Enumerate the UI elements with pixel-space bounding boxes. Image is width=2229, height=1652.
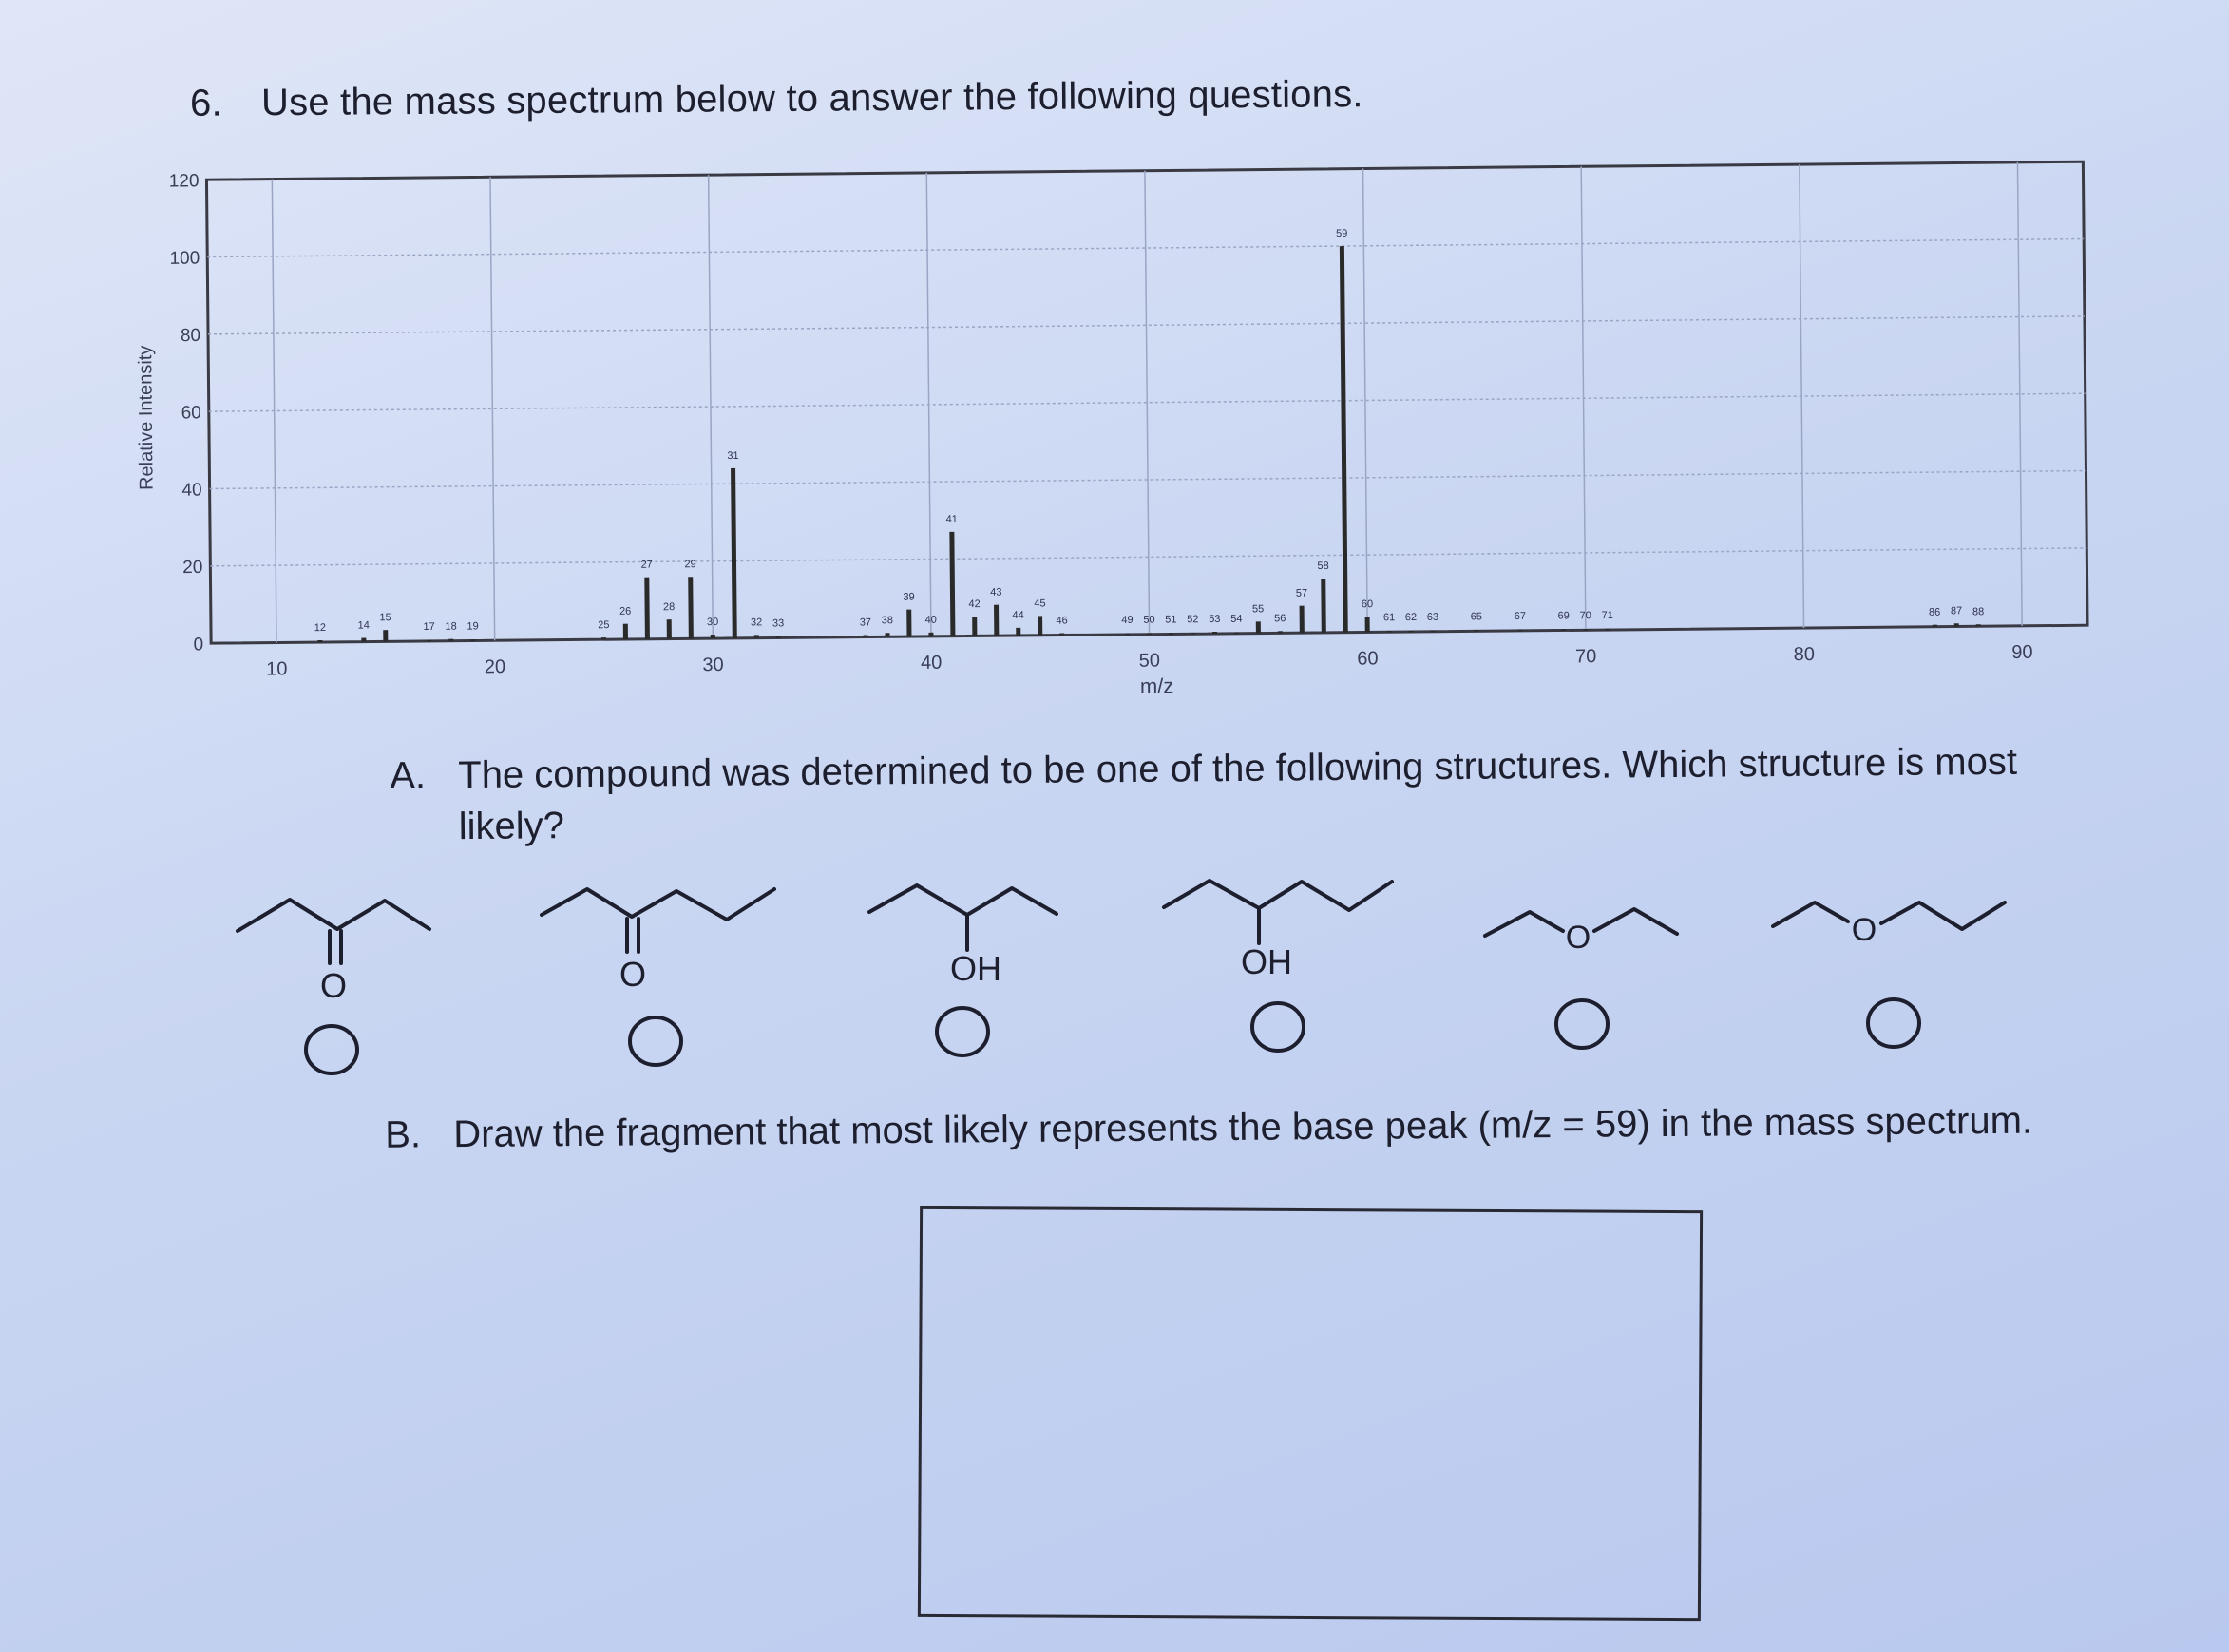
peak-bar-12 [317,640,322,642]
option-1-radio[interactable] [306,1026,357,1073]
peak-bar-60 [1365,617,1370,632]
peak-label-43: 43 [990,586,1002,598]
peak-label-51: 51 [1165,614,1177,626]
peak-bar-45 [1038,616,1042,635]
peak-bar-87 [1954,623,1959,626]
peak-bar-40 [928,633,933,636]
structure-6-heteroatom: O [1851,912,1877,948]
peak-bar-86 [1933,625,1937,627]
peak-label-42: 42 [968,598,981,611]
peak-label-41: 41 [945,513,958,525]
peak-bar-41 [949,532,955,636]
peak-bar-62 [1409,631,1414,633]
peak-label-32: 32 [750,617,763,629]
peak-bar-30 [711,635,715,638]
peak-label-69: 69 [1557,610,1570,622]
part-b-letter: B. [385,1113,422,1156]
peak-bar-88 [1976,624,1981,626]
peak-label-67: 67 [1514,610,1527,622]
x-tick-label: 40 [920,652,943,674]
peak-label-61: 61 [1382,612,1396,624]
peak-label-33: 33 [772,617,785,630]
peak-bar-43 [994,605,999,636]
peak-bar-71 [1605,629,1610,631]
peak-label-59: 59 [1336,227,1348,240]
part-b [385,1094,2076,1156]
peak-label-18: 18 [445,620,457,633]
option-5-radio[interactable] [1556,1000,1608,1048]
peak-bar-56 [1278,631,1283,633]
peak-label-63: 63 [1426,611,1439,623]
peak-bar-67 [1517,630,1522,632]
peak-bar-55 [1256,621,1261,633]
peak-label-40: 40 [924,614,937,626]
peak-label-14: 14 [357,619,370,632]
peak-bar-52 [1191,633,1195,635]
y-tick-label: 0 [193,635,204,655]
y-tick-label: 20 [182,557,203,579]
peak-bar-42 [972,617,977,636]
y-axis-label: Relative Intensity [135,345,158,491]
peak-label-45: 45 [1034,598,1046,610]
peak-bar-58 [1321,579,1326,633]
peak-label-86: 86 [1928,606,1941,618]
structure-1 [238,900,429,1005]
peak-bar-32 [754,635,759,637]
peak-label-53: 53 [1209,613,1221,626]
x-tick-label: 80 [1793,643,1816,666]
structure-4 [1164,881,1392,981]
peak-bar-29 [688,577,694,638]
peak-label-60: 60 [1361,598,1374,611]
x-tick-label: 70 [1574,646,1597,668]
peak-bar-54 [1234,633,1239,635]
option-4-radio[interactable] [1252,1003,1304,1051]
peak-label-26: 26 [619,605,632,617]
structure-2 [542,889,774,994]
peak-label-28: 28 [662,601,676,614]
peak-label-39: 39 [903,591,915,603]
x-tick-label: 50 [1138,650,1161,672]
peak-bar-61 [1387,631,1392,633]
part-a-text: The compound was determined to be one of the following structures. Which structure is most likely? [458,740,2018,848]
peak-bar-49 [1125,634,1130,636]
structure-4-heteroatom: OH [1241,942,1292,981]
option-2-radio[interactable] [630,1017,681,1065]
peak-bar-15 [383,630,388,641]
peak-bar-25 [601,637,606,639]
peak-label-25: 25 [598,619,610,632]
y-tick-label: 120 [168,171,200,192]
peak-bar-46 [1059,634,1064,636]
structure-2-heteroatom: O [619,955,647,994]
x-tick-label: 60 [1357,648,1379,670]
grid-lines [206,161,2087,643]
x-tick-label: 10 [266,658,288,680]
peak-label-54: 54 [1230,613,1243,625]
peak-bar-51 [1169,633,1173,635]
question-text: Use the mass spectrum below to answer the following questions. [260,73,1363,124]
peak-label-56: 56 [1274,613,1286,625]
peak-label-27: 27 [640,559,653,571]
structure-3-heteroatom: OH [950,949,1001,988]
peak-label-44: 44 [1012,609,1024,621]
part-a [390,735,2081,848]
peak-label-15: 15 [379,612,391,624]
part-b-text: Draw the fragment that most likely represents the base peak (m/z = 59) in the mass spectrum. [453,1099,2033,1156]
peak-bar-63 [1431,631,1436,633]
peak-label-50: 50 [1143,614,1155,626]
structure-1-heteroatom: O [319,966,348,1005]
peak-bar-26 [623,624,628,639]
peak-bar-28 [667,619,672,638]
peak-label-52: 52 [1187,614,1199,626]
peak-bar-38 [885,633,889,636]
peak-bar-57 [1300,606,1305,634]
structure-3 [869,885,1057,988]
peak-label-37: 37 [859,617,872,629]
peak-bar-70 [1583,629,1588,631]
peak-bar-53 [1212,632,1217,634]
y-tick-label: 40 [181,480,202,501]
y-axis-ticks [169,171,204,655]
peak-label-62: 62 [1404,611,1418,624]
structure-5 [1485,909,1677,956]
peak-label-49: 49 [1121,614,1134,626]
x-tick-label: 20 [484,656,506,678]
x-axis-label: m/z [1139,674,1174,698]
peak-label-87: 87 [1950,605,1963,617]
peak-bar-65 [1475,630,1479,632]
answer-drawing-box[interactable] [918,1206,1703,1621]
peak-label-29: 29 [684,559,696,571]
peak-label-58: 58 [1317,560,1329,573]
question-number: 6. [189,82,222,124]
peak-bar-69 [1561,629,1566,631]
structure-5-heteroatom: O [1565,920,1591,956]
question-title [190,73,1363,125]
peak-label-57: 57 [1295,587,1308,599]
peak-label-31: 31 [727,449,739,463]
peak-label-38: 38 [881,615,894,627]
structure-6 [1773,902,2005,948]
peak-bar-39 [906,610,911,637]
peak-label-46: 46 [1056,615,1068,627]
peak-bar-18 [448,639,453,641]
x-tick-label: 90 [2011,641,2033,663]
peak-label-65: 65 [1470,611,1483,623]
peak-label-70: 70 [1579,610,1591,622]
peak-bar-33 [776,636,781,638]
peak-bar-50 [1147,633,1152,635]
peak-bar-17 [427,640,431,642]
part-a-letter: A. [390,754,427,797]
peak-label-19: 19 [467,620,479,633]
peak-bar-31 [731,468,737,638]
y-tick-label: 100 [169,248,200,269]
y-tick-label: 80 [180,325,201,347]
peak-bar-27 [644,578,650,639]
peak-bar-19 [470,639,475,641]
peak-bar-37 [864,635,868,636]
mass-spectrum-chart [114,133,2119,722]
peak-label-12: 12 [314,621,326,635]
peak-label-17: 17 [423,620,435,634]
y-tick-label: 60 [181,403,201,424]
peak-bar-44 [1016,628,1020,636]
x-tick-label: 30 [702,654,724,676]
peak-bar-14 [361,638,366,642]
peak-label-71: 71 [1601,609,1613,622]
peak-label-88: 88 [1972,606,1985,618]
peak-bar-59 [1340,246,1348,633]
peak-label-55: 55 [1251,603,1265,616]
peak-label-30: 30 [706,616,719,629]
option-6-radio[interactable] [1868,999,1919,1047]
option-3-radio[interactable] [937,1008,988,1055]
